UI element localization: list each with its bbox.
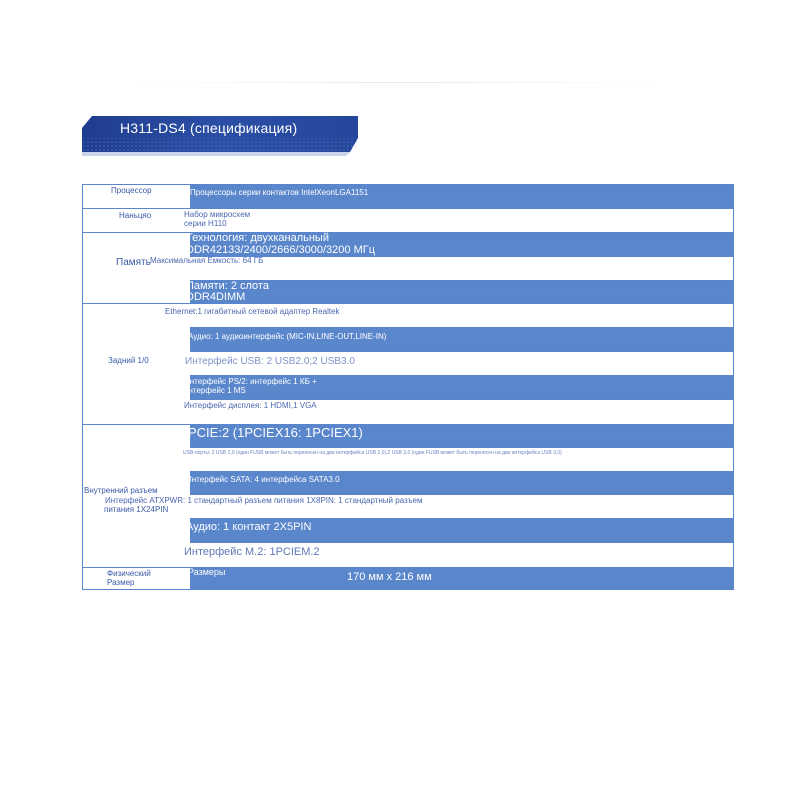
category-column xyxy=(83,185,191,589)
row-display: Интерфейс дисплея: 1 HDMI,1 VGA xyxy=(190,400,733,425)
row-pcie: PCIE:2 (1PCIEX16: 1PCIEX1) xyxy=(190,425,733,448)
usb-ports-text: USB-порты: 2 USB 2,0 (один FUSB может быть перенесен на два интерфейса USB 2,0),2 USB 3,0 (один FUSB может быть перенесен на два интерфейса USB 3,0) xyxy=(183,450,562,456)
row-sata: Интерфейс SATA: 4 интерфейса SATA3.0 xyxy=(190,472,733,495)
category-size: Физический Размер xyxy=(107,569,151,587)
row-ps2: Интерфейс PS/2: интерфейс 1 КБ + интерфейс 1 MS xyxy=(190,376,733,400)
row-audio-header: Аудио: 1 контакт 2X5PIN xyxy=(190,519,733,543)
row-audio: Аудио: 1 аудиоинтерфейс (MIC-IN,LINE-OUT,LINE-IN) xyxy=(190,328,733,352)
banner-title: H311-DS4 (спецификация) xyxy=(120,120,298,136)
memory-max-text: Максимальная Емкость: 64 ГБ xyxy=(150,256,264,265)
row-chipset: Набор микросхем серии H110 xyxy=(190,209,733,233)
category-memory: Память xyxy=(83,233,190,304)
category-internal-connectors: Внутренний разъем питания 1X24PIN xyxy=(83,425,190,568)
category-rear-io: Задний 1/0 xyxy=(83,304,190,425)
category-processor: Процессор xyxy=(83,185,190,209)
row-size: Размеры 170 мм x 216 мм xyxy=(190,568,733,589)
row-processor: Процессоры серии контактов IntelXeonLGA1151 xyxy=(190,185,733,209)
top-divider xyxy=(140,82,660,83)
title-banner xyxy=(82,116,358,156)
row-memory-technology: Технология: двухканальный DDR42133/2400/2666/3000/3200 МГц xyxy=(190,233,733,257)
row-usb: Интерфейс USB: 2 USB2.0;2 USB3.0 xyxy=(190,352,733,376)
atx-power-text: Интерфейс ATXPWR: 1 стандартный разъем питания 1X8PIN: 1 стандартный разъем xyxy=(105,496,423,505)
row-m2: Интерфейс М.2: 1PCIEM.2 xyxy=(190,543,733,568)
spec-table xyxy=(82,184,734,590)
category-chipset: Наньцяо xyxy=(83,209,190,233)
row-memory-slots: Памяти: 2 слота DDR4DIMM xyxy=(190,281,733,304)
row-memory-max xyxy=(190,257,733,281)
ethernet-text: Ethernet:1 гигабитный сетевой адаптер Realtek xyxy=(165,307,340,316)
